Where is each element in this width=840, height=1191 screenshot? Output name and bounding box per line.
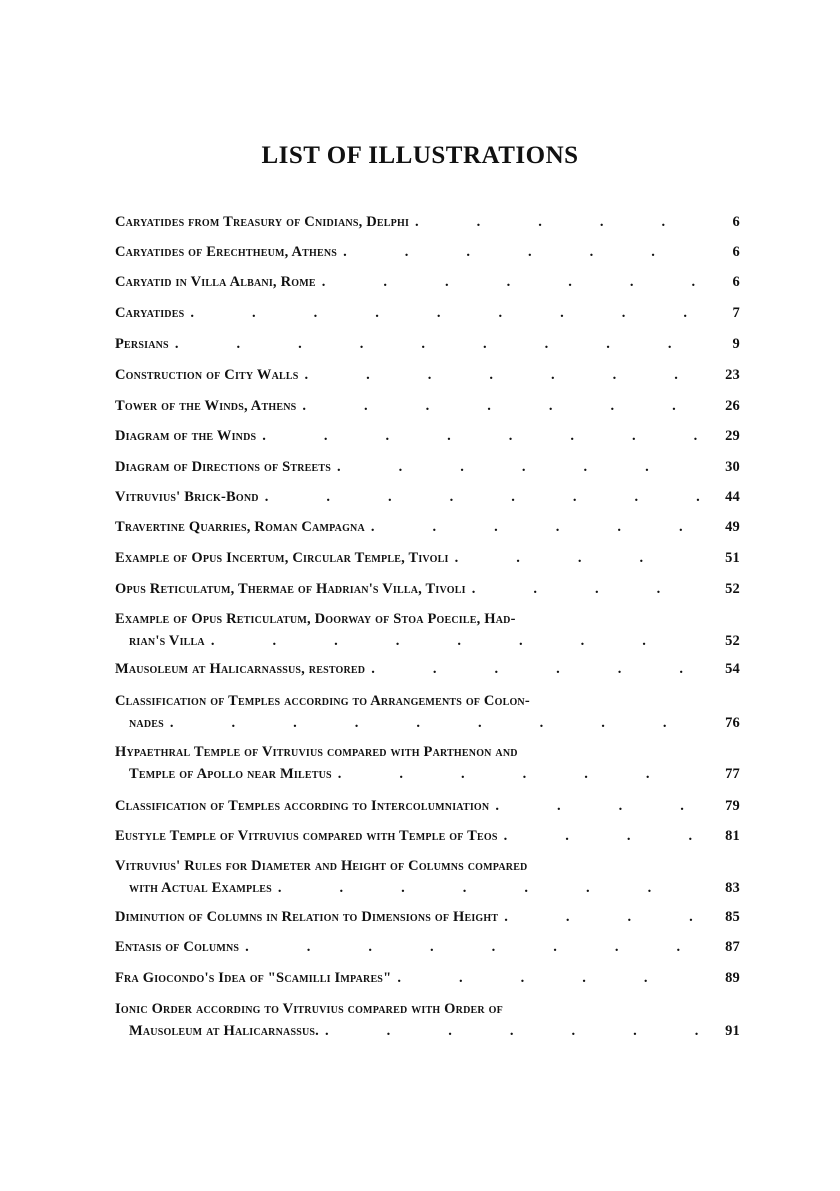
entry-title: Eustyle Temple of Vitruvius compared with Temple of Teos [115, 828, 498, 844]
entry-title-line [115, 364, 740, 386]
page-number: 52 [725, 633, 740, 649]
entry-title: Vitruvius' Brick-Bond [115, 489, 259, 505]
page-number: 26 [725, 398, 740, 414]
entry-title-line [115, 936, 740, 958]
illustration-entry [115, 456, 740, 478]
entry-title: Caryatid in Villa Albani, Rome [115, 274, 316, 290]
entry-title-line [115, 658, 740, 680]
illustration-entry [115, 690, 740, 734]
entry-title-continuation [115, 1020, 740, 1042]
entry-title: Fra Giocondo's Idea of "Scamilli Impares" [115, 970, 392, 986]
entry-title: Caryatides from Treasury of Cnidians, Delphi [115, 214, 410, 230]
dot-leader [262, 425, 700, 447]
page-number: 7 [732, 305, 740, 321]
page-number: 6 [732, 244, 740, 260]
dot-leader [397, 967, 700, 989]
page-number: 89 [725, 970, 740, 986]
entry-title: Opus Reticulatum, Thermae of Hadrian's Villa, Tivoli [115, 581, 466, 597]
entry-title-continuation [115, 763, 740, 785]
dot-leader [455, 547, 700, 569]
entry-title-line [115, 486, 740, 508]
illustration-entry [115, 741, 740, 785]
dot-leader [415, 211, 700, 233]
entry-title: rian's Villa [129, 633, 205, 649]
illustration-entry [115, 486, 740, 508]
dot-leader [504, 906, 700, 928]
illustration-entry [115, 547, 740, 569]
entry-title: Classification of Temples according to Intercolumniation [115, 798, 490, 814]
illustration-entry [115, 658, 740, 680]
illustration-entry [115, 516, 740, 538]
entry-title-line [115, 998, 740, 1020]
page-number: 49 [725, 519, 740, 535]
entry-title-line [115, 741, 740, 763]
page-number: 52 [725, 581, 740, 597]
page-number: 83 [725, 880, 740, 896]
illustration-entry [115, 211, 740, 233]
illustration-entry [115, 425, 740, 447]
page-number: 6 [732, 274, 740, 290]
dot-leader [325, 1020, 700, 1042]
illustration-entry [115, 906, 740, 928]
entry-title-line [115, 608, 740, 630]
entry-title-line [115, 302, 740, 324]
dot-leader [337, 456, 700, 478]
entry-title: with Actual Examples [129, 880, 272, 896]
entry-title-line [115, 967, 740, 989]
illustration-entry [115, 395, 740, 417]
dot-leader [278, 877, 700, 899]
dot-leader [343, 241, 700, 263]
illustration-entry [115, 825, 740, 847]
dot-leader [190, 302, 700, 324]
page-number: 87 [725, 939, 740, 955]
entry-title-continuation [115, 712, 740, 734]
page-number: 29 [725, 428, 740, 444]
illustration-entry [115, 271, 740, 293]
entry-title: Example of Opus Reticulatum, Doorway of Stoa Poecile, Had- [115, 611, 516, 627]
entry-title: Caryatides of Erechtheum, Athens [115, 244, 338, 260]
dot-leader [265, 486, 700, 508]
page-number: 9 [732, 336, 740, 352]
dot-leader [504, 825, 700, 847]
page-number: 85 [725, 909, 740, 925]
dot-leader [371, 516, 700, 538]
entry-title: Mausoleum at Halicarnassus, restored [115, 661, 366, 677]
page-number: 51 [725, 550, 740, 566]
dot-leader [472, 578, 700, 600]
illustration-entry [115, 608, 740, 652]
entry-title-line [115, 333, 740, 355]
entry-title-line [115, 906, 740, 928]
entry-title: Travertine Quarries, Roman Campagna [115, 519, 365, 535]
entry-title: Entasis of Columns [115, 939, 240, 955]
entry-title-line [115, 395, 740, 417]
illustration-entry [115, 795, 740, 817]
entry-title-line [115, 211, 740, 233]
illustration-entry [115, 364, 740, 386]
dot-leader [371, 658, 700, 680]
entry-title-line [115, 795, 740, 817]
entry-title: Mausoleum at Halicarnassus. [129, 1023, 319, 1039]
page-number: 30 [725, 459, 740, 475]
entry-title: Classification of Temples according to Arrangements of Colon- [115, 693, 530, 709]
page-number: 44 [725, 489, 740, 505]
dot-leader [245, 936, 700, 958]
entry-title-line [115, 425, 740, 447]
illustration-entry [115, 855, 740, 899]
dot-leader [211, 630, 700, 652]
entry-title: Diminution of Columns in Relation to Dimensions of Height [115, 909, 499, 925]
dot-leader [302, 395, 700, 417]
page-title: LIST OF ILLUSTRATIONS [261, 142, 579, 169]
entry-title: Diagram of the Winds [115, 428, 257, 444]
entry-title-line [115, 547, 740, 569]
dot-leader [338, 763, 700, 785]
illustration-entry [115, 578, 740, 600]
illustration-entry [115, 998, 740, 1042]
entry-title: Construction of City Walls [115, 367, 299, 383]
entry-title: nades [129, 715, 164, 731]
illustration-entry [115, 241, 740, 263]
entry-title-line [115, 825, 740, 847]
entry-title: Hypaethral Temple of Vitruvius compared with Parthenon and [115, 744, 518, 760]
dot-leader [495, 795, 700, 817]
entry-title-line [115, 578, 740, 600]
entry-title: Ionic Order according to Vitruvius compared with Order of [115, 1001, 503, 1017]
entry-title-line [115, 456, 740, 478]
illustration-entry [115, 302, 740, 324]
entry-title-line [115, 690, 740, 712]
page-number: 54 [725, 661, 740, 677]
dot-leader [322, 271, 700, 293]
illustration-entry [115, 936, 740, 958]
page-number: 91 [725, 1023, 740, 1039]
dot-leader [170, 712, 700, 734]
page-number: 6 [732, 214, 740, 230]
dot-leader [305, 364, 700, 386]
entry-title-line [115, 516, 740, 538]
illustration-entry [115, 333, 740, 355]
entry-title: Diagram of Directions of Streets [115, 459, 332, 475]
entry-title-line [115, 855, 740, 877]
entry-title-line [115, 271, 740, 293]
entry-title: Vitruvius' Rules for Diameter and Height of Columns compared [115, 858, 528, 874]
illustration-entry [115, 967, 740, 989]
entry-title-line [115, 241, 740, 263]
entry-title: Example of Opus Incertum, Circular Temple, Tivoli [115, 550, 449, 566]
entry-title-continuation [115, 877, 740, 899]
entry-title: Temple of Apollo near Miletus [129, 766, 332, 782]
page-number: 76 [725, 715, 740, 731]
entry-title-continuation [115, 630, 740, 652]
entry-title: Caryatides [115, 305, 185, 321]
entry-title: Persians [115, 336, 169, 352]
page-number: 77 [725, 766, 740, 782]
page-number: 23 [725, 367, 740, 383]
page-number: 81 [725, 828, 740, 844]
page-number: 79 [725, 798, 740, 814]
entry-title: Tower of the Winds, Athens [115, 398, 297, 414]
dot-leader [175, 333, 700, 355]
